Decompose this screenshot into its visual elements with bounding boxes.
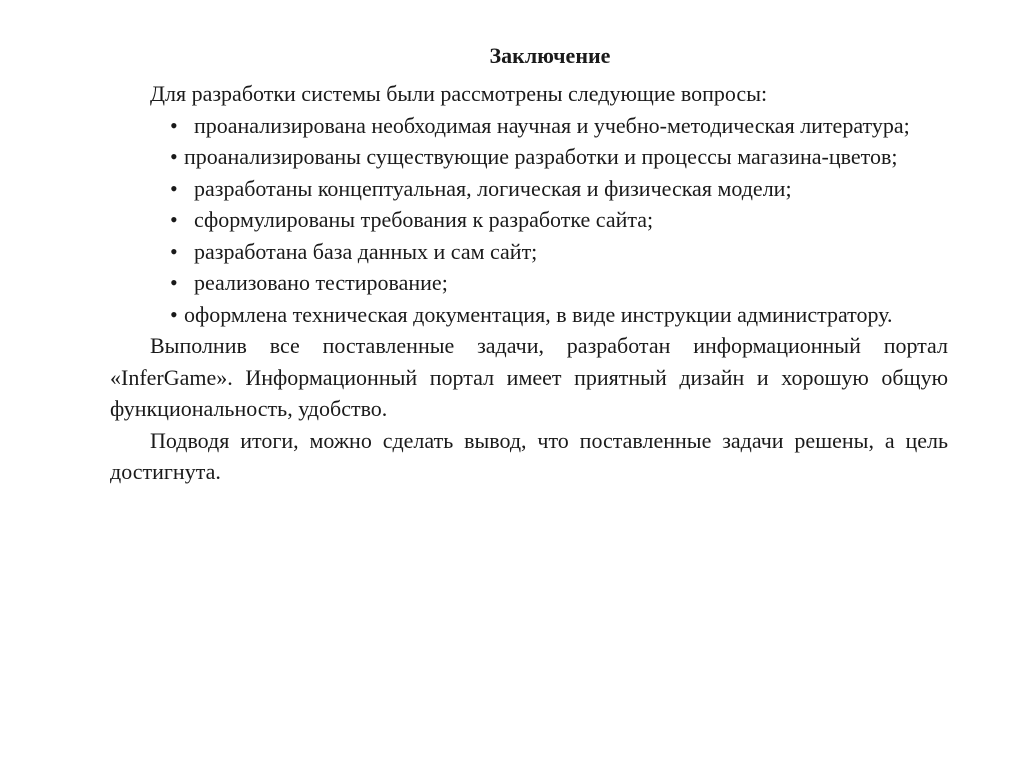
list-item bbox=[170, 141, 948, 173]
list-item-text: разработаны концептуальная, логическая и физическая модели; bbox=[194, 175, 792, 201]
list-item-text: реализовано тестирование; bbox=[194, 270, 448, 295]
bullet-icon: • bbox=[170, 270, 178, 295]
intro-text: Для разработки системы были рассмотрены следующие вопросы: bbox=[150, 81, 768, 106]
conclusion-paragraph: Подводя итоги, можно сделать вывод, что поставленные задачи решены, а цель достигнута. bbox=[110, 427, 948, 484]
list-item-text: оформлена техническая документация, в виде инструкции администратору. bbox=[184, 301, 893, 327]
list-item bbox=[170, 204, 948, 236]
list-item bbox=[170, 173, 948, 205]
list-item-text: проанализированы существующие разработки и процессы магазина-цветов; bbox=[184, 144, 898, 169]
list-item-text: разработана база данных и сам сайт; bbox=[194, 238, 538, 264]
bullet-icon: • bbox=[170, 144, 178, 169]
slide-body bbox=[110, 78, 948, 488]
summary-paragraph: Выполнив все поставленные задачи, разработан информационный портал «InferGame». Информационный портал имеет приятный дизайн и хорошую общую функциональность, удобство. bbox=[110, 333, 948, 421]
list-item bbox=[170, 236, 948, 268]
list-item bbox=[170, 267, 948, 299]
list-item bbox=[170, 299, 948, 331]
list-item-text: проанализирована необходимая научная и учебно-методическая литература; bbox=[194, 112, 910, 138]
page-title: Заключение bbox=[489, 43, 611, 68]
issues-list bbox=[110, 110, 948, 331]
bullet-icon: • bbox=[170, 112, 178, 138]
bullet-icon: • bbox=[170, 207, 178, 232]
list-item bbox=[170, 110, 948, 142]
bullet-icon: • bbox=[170, 301, 178, 327]
list-item-text: сформулированы требования к разработке сайта; bbox=[194, 207, 654, 232]
bullet-icon: • bbox=[170, 175, 178, 201]
bullet-icon: • bbox=[170, 238, 178, 264]
